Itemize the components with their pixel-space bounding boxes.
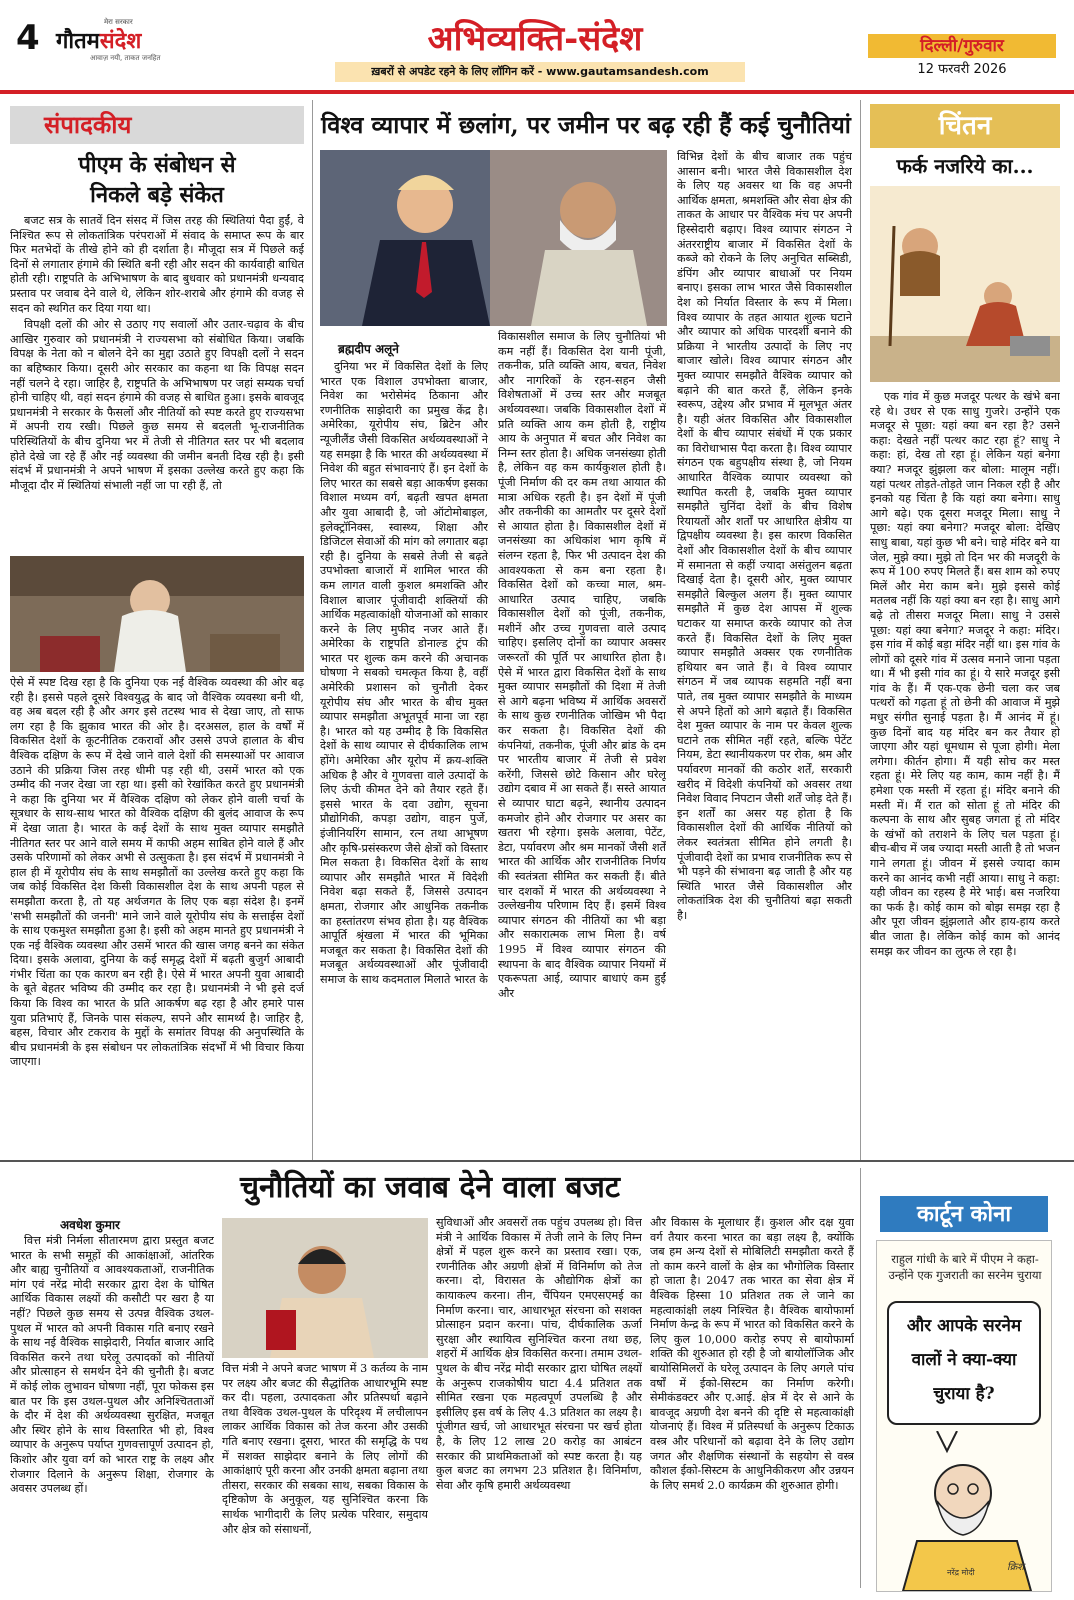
chintan-body-text: एक गांव में कुछ मजदूर पत्थर के खंभे बना रहे थे। उधर से एक साधु गुजरे। उन्होंने एक मजदूर से पूछा: यहां क्या बन रहा है? उसने कहा: देखते नहीं पत्थर काट रहा हूं? साधु ने कहा: हां, देख तो रहा हूं। लेकिन यहां बनेगा क्या? मजदूर झुंझला कर बोला: मालूम नहीं। यहां पत्थर तोड़ते-तोड़ते जान निकल रही है और इनको यह चिंता है कि यहां क्या बनेगा। साधु आगे बढ़े। एक दूसरा मजदूर मिला। साधु ने पूछा: यहां क्या बनेगा? मजदूर बोला: देखिए साधु बाबा, यहां कुछ भी बने। चाहे मंदिर बने या जेल, मुझे क्या। मुझे तो दिन भर की मजदूरी के रूप में 100 रुपए मिलते हैं। बस शाम को रुपए मिलें और मेरा काम बने। मुझे इससे कोई मतलब नहीं कि यहां क्या बन रहा है। साधु आगे बढ़े तो तीसरा मजदूर मिला। साधु ने उससे पूछा: यहां क्या बनेगा? मजदूर ने कहा: मंदिर। इस गांव में कोई बड़ा मंदिर नहीं था। इस गांव के लोगों को दूसरे गांव में उत्सव मनाने जाना पड़ता था। मैं भी इसी गांव का हूं। ये सारे मजदूर इसी गांव के हैं। मैं एक-एक छेनी चला कर जब पत्थरों को गढ़ता हूं तो छेनी की आवाज में मुझे मधुर संगीत सुनाई पड़ता है। मैं आनंद में हूं। कुछ दिनों बाद यह मंदिर बन कर तैयार हो जाएगा और यहां धूमधाम से पूजा होगी। मेला लगेगा। कीर्तन होगा। मैं यही सोच कर मस्त रहता हूं। मेरे लिए यह काम, काम नहीं है। मैं हमेशा एक मस्ती में रहता हूं। मंदिर बनाने की मस्ती में। मैं रात को सोता हूं तो मंदिर की कल्पना के साथ और सुबह जगता हूं तो मंदिर के खंभों को तराशने के लिए चल पड़ता हूं। बीच-बीच में जब ज्यादा मस्ती आती है तो भजन गाने लगता हूं। जीवन में इससे ज्यादा काम करने का आनंद कभी नहीं आया। साधु ने कहा: यही जीवन का रहस्य है मेरे भाई। बस नजरिया का फर्क है। कोई काम को बोझ समझ रहा है और पूरा जीवन झुंझलाते और हाय-हाय करते बीत जाता है। लेकिन कोई काम को आनंद समझ कर जीवन का लुत्फ ले रहा है। <box>870 390 1060 958</box>
cartoon-name-tag: नरेंद्र मोदी <box>947 1568 975 1577</box>
header-rule <box>0 90 1074 94</box>
cartoon-bubble-line-2: वालों ने क्या-क्या <box>911 1350 1017 1370</box>
logo-small-text: मेरा सरकार <box>104 18 133 26</box>
budget-col-1 <box>10 1234 214 1590</box>
logo-wordmark <box>56 25 141 55</box>
sadhu-worker-icon <box>870 186 1060 382</box>
editorial-body-bottom <box>10 676 304 1146</box>
logo-tagline: आवाज़ नयी, ताकत जनहित <box>90 54 161 62</box>
chintan-label: चिंतन <box>870 104 1060 148</box>
budget-col-2-text: सुविधाओं और अवसरों तक पहुंच उपलब्ध हो। वित्त मंत्री ने आर्थिक विकास में तेजी लाने के लिए निम्न क्षेत्रों में पहल शुरू करने का प्रस्ताव रखा। एक, रणनीतिक और अग्रणी क्षेत्रों में विनिर्माण को तेज करना। दो, विरासत के औद्योगिक क्षेत्रों का कायाकल्प करना। तीन, चैंपियन एमएसएमई का निर्माण करना। चार, आधारभूत संरचना को सशक्त प्रोत्साहन प्रदान करना। पांच, दीर्घकालिक ऊर्जा सुरक्षा और स्थायित्व सुनिश्चित करना तथा छह, शहरों में आर्थिक क्षेत्र विकसित करना। तमाम उथल-पुथल के बीच नरेंद्र मोदी सरकार द्वारा घोषित लक्ष्यों के अनुरूप राजकोषीय घाटा 4.4 प्रतिशत तक सीमित रखना एक महत्वपूर्ण उपलब्धि है और इसीलिए इस वर्ष के लिए 4.3 प्रतिशत का लक्ष्य है। पूंजीगत खर्च, जो आधारभूत संरचना पर खर्च होता है, के लिए 12 लाख 20 करोड़ का आबंटन सरकार की प्राथमिकताओं को स्पष्ट करता है। यह कुल बजट का लगभग 23 प्रतिशत है। विनिर्माण, सेवा और कृषि हमारी अर्थव्यवस्था <box>436 1216 642 1492</box>
main-col-2 <box>498 330 666 1150</box>
pm-speech-icon <box>10 556 304 672</box>
main-headline: विश्व व्यापार में छलांग, पर जमीन पर बढ़ रही हैं कई चुनौतियां <box>321 111 851 139</box>
column-rule-lower <box>860 1168 861 1588</box>
budget-photo <box>222 1218 428 1358</box>
site-banner: ख़बरों से अपडेट रहने के लिए लॉगिन करें - www.gautamsandesh.com <box>335 62 745 82</box>
cartoon-signature: क्रिश <box>1007 1562 1025 1573</box>
budget-col-3 <box>650 1216 854 1590</box>
editorial-body-top <box>10 214 304 554</box>
chintan-headline: फर्क नजरिये का... <box>896 154 1034 178</box>
main-col-1-text: दुनिया भर में विकसित देशों के लिए भारत एक विशाल उपभोक्ता बाजार, निवेश का भरोसेमंद ठिकाना और रणनीतिक साझेदारी का प्रमुख केंद्र है। अमेरिका, यूरोपीय संघ, ब्रिटेन और न्यूजीलैंड जैसी विकसित अर्थव्यवस्थाओं ने यह समझा है कि भारत की अर्थव्यवस्था में निवेश की बहुत संभावनाएं हैं। इन देशों के लिए भारत का सबसे बड़ा आकर्षण इसका विशाल मध्यम वर्ग, बढ़ती खपत क्षमता और युवा आबादी है, जो ऑटोमोबाइल, इलेक्ट्रॉनिक्स, स्वास्थ्य, शिक्षा और डिजिटल सेवाओं की मांग को लगातार बढ़ा रही है। दुनिया के सबसे तेजी से बढ़ते उपभोक्ता बाजारों में शामिल भारत की कम लागत वाली कुशल श्रमशक्ति और विशाल बाजार पूंजीवादी शक्तियों की आर्थिक महत्वाकांक्षी योजनाओं को साकार करने के लिए मुफीद नजर आते हैं। अमेरिका के राष्ट्रपति डोनाल्ड ट्रंप की भारत पर शुल्क कम करने की अचानक घोषणा ने सबको चमत्कृत किया है, वहीं अमेरिकी प्रशासन को चुनौती देकर यूरोपीय संघ और भारत के बीच मुक्त व्यापार समझौता अभूतपूर्व माना जा रहा है। भारत को यह उम्मीद है कि विकसित देशों के साथ व्यापार से दीर्घकालिक लाभ होंगे। अमेरिका और यूरोप में क्रय-शक्ति अधिक है और वे गुणवत्ता वाले उत्पादों के लिए ऊंची कीमत देने को तैयार रहते हैं। इससे भारत के दवा उद्योग, सूचना प्रौद्योगिकी, कपड़ा उद्योग, वाहन पुर्जे, इंजीनियरिंग सामान, रत्न तथा आभूषण और कृषि-प्रसंस्करण जैसे क्षेत्रों को विस्तार मिल सकता है। विकसित देशों के साथ व्यापार और समझौते भारत में विदेशी निवेश बढ़ा सकते हैं, जिससे उत्पादन क्षमता, रोजगार और आधुनिक तकनीक का हस्तांतरण संभव होता है। यह वैश्विक आपूर्ति श्रृंखला में भारत की भूमिका मजबूत कर सकता है। विकसित देशों की मजबूत अर्थव्यवस्थाओं और पूंजीवादी समाज के साथ कदमताल मिलाते भारत के <box>320 360 488 986</box>
column-rule-right <box>860 100 861 1160</box>
main-col-3-text: विभिन्न देशों के बीच बाजार तक पहुंच आसान बनी। भारत जैसे विकासशील देश के लिए यह अवसर था कि वह अपनी आर्थिक क्षमता, श्रमशक्ति और सेवा क्षेत्र की ताकत के आधार पर वैश्विक मंच पर अपनी हिस्सेदारी बढ़ाए। विश्व व्यापार संगठन ने अंतरराष्ट्रीय बाजार में विकसित देशों के कब्जे को रोकने के लिए अनुचित सब्सिडी, डंपिंग और व्यापार बाधाओं पर नियम बनाए। इसका लाभ भारत जैसे विकासशील देश को निर्यात विस्तार के रूप में मिला। विश्व व्यापार के तहत आयात शुल्क घटाने और व्यापार को अधिक पारदर्शी बनाने की प्रक्रिया ने भारतीय उत्पादों के लिए नए बाजार खोले। विश्व व्यापार संगठन और मुक्त व्यापार समझौते वैश्विक व्यापार को बढ़ाने की बात करते हैं, लेकिन इनके स्वरूप, उद्देश्य और प्रभाव में मूलभूत अंतर है। यही अंतर विकसित और विकासशील देशों के बीच व्यापार संबंधों में एक प्रकार का विरोधाभास पैदा करता है। विश्व व्यापार संगठन एक बहुपक्षीय संस्था है, जो नियम आधारित वैश्विक व्यापार व्यवस्था को स्थापित करती है, जबकि मुक्त व्यापार समझौते चुनिंदा देशों के बीच विशेष रियायतों और शर्तों पर आधारित क्षेत्रीय या द्विपक्षीय व्यवस्था है। इस कारण विकसित देशों और विकासशील देशों के बीच व्यापार में समानता से कहीं ज्यादा असंतुलन बढ़ता दिखाई देता है। दूसरी ओर, मुक्त व्यापार समझौते बिल्कुल अलग हैं। मुक्त व्यापार समझौते में कुछ देश आपस में शुल्क घटाकर या समाप्त करके व्यापार को तेज करते हैं। विकसित देशों के लिए मुक्त व्यापार समझौते अक्सर एक रणनीतिक हथियार बन जाते हैं। वे विश्व व्यापार संगठन में जब व्यापक सहमति नहीं बना पाते, तब मुक्त व्यापार समझौते के माध्यम से अपने हितों को आगे बढ़ाते हैं। विकसित देश मुक्त व्यापार के नाम पर केवल शुल्क घटाने तक सीमित नहीं रहते, बल्कि पेटेंट नियम, डेटा स्थानीयकरण पर रोक, श्रम और पर्यावरण मानकों की कठोर शर्तें, सरकारी खरीद में विदेशी कंपनियों को अवसर तथा निवेश विवाद निपटान जैसी शर्तें जोड़ देते हैं। इन शर्तों का असर यह होता है कि विकासशील देशों की आर्थिक नीतियों को लेकर स्वतंत्रता सीमित होने लगती है। पूंजीवादी देशों का प्रभाव राजनीतिक रूप से भी पड़ने की संभावना बढ़ जाती है और यह स्थिति भारत जैसे विकासशील और लोकतांत्रिक देश की चुनौतियां बढ़ा सकती है। <box>677 150 852 922</box>
date-text: 12 फरवरी 2026 <box>917 62 1007 77</box>
budget-headline: चुनौतियों का जवाब देने वाला बजट <box>239 1170 621 1205</box>
section-title: अभिव्यक्ति-संदेश <box>427 19 643 59</box>
logo-part-1: गौतम <box>56 28 100 54</box>
cartoon-label: कार्टून कोना <box>880 1196 1048 1232</box>
date-box <box>868 34 1056 84</box>
cartoon-caption-line-1: राहुल गांधी के बारे में पीएम ने कहा- <box>891 1252 1039 1266</box>
budget-caption <box>222 1362 428 1590</box>
editorial-label: संपादकीय <box>10 106 304 144</box>
editorial-para-1: बजट सत्र के सातवें दिन संसद में जिस तरह की स्थितियां पैदा हुईं, वे निश्चित रूप से लोकतांत्रिक परंपराओं में संवाद के समाप्त रूप के बार फिर मतभेदों के तीखे होने को ही दर्शाता है। मौजूदा सत्र में पिछले कई दिनों से लगातार हंगामे की स्थिति बनी रही और सदन की कार्यवाही बाधित होती रही। राष्ट्रपति के अभिभाषण के बाद बुधवार को प्रधानमंत्री धन्यवाद प्रस्ताव पर जवाब देने वाले थे, लेकिन शोर-शराबे और हंगामे की वजह से सदन को स्थगित कर दिया गया था। <box>10 214 304 315</box>
logo-part-2: संदेश <box>99 28 142 54</box>
editorial-headline-line-1: पीएम के संबोधन से <box>78 152 236 178</box>
chintan-illustration <box>870 186 1060 382</box>
main-col-3 <box>677 150 852 1150</box>
editorial-para-2: विपक्षी दलों की ओर से उठाए गए सवालों और उतार-चढ़ाव के बीच आखिर गुरुवार को प्रधानमंत्री ने राज्यसभा को संबोधित किया। जबकि विपक्ष के नेता को न बोलने देने का मुद्दा उठाते हुए विपक्षी दलों ने सदन का बहिष्कार किया। दूसरी ओर सरकार का कहना था कि विपक्ष सदन नहीं चलने दे रहा। जाहिर है, राष्ट्रपति के अभिभाषण पर जहां सम्यक चर्चा होनी चाहिए थी, वहां सदन हंगामे की वजह से बाधित हुआ। इसके बावजूद प्रधानमंत्री ने सरकार के फैसलों और नीतियों को स्पष्ट करते हुए राज्यसभा में अपनी राय रखी। पिछले कुछ समय से बदलती भू-राजनीतिक परिस्थितियों के बीच दुनिया भर में तेजी से नीतिगत स्तर पर भी बदलाव होते देखे जा रहे हैं और नई व्यवस्था की जमीन बनती दिख रही है। इसी संदर्भ में प्रधानमंत्री ने अपने भाषण में इसका उल्लेख करते हुए कहा कि मौजूदा दौर में स्थितियां संभाली नहीं जा पा रही हैं, तो <box>10 318 304 492</box>
budget-col-3-text: और विकास के मूलाधार हैं। कुशल और दक्ष युवा वर्ग तैयार करना भारत का बड़ा लक्ष्य है, क्योंकि जब हम अन्य देशों से मोबिलिटी समझौता करते हैं तो काम करने वालों के क्षेत्र का भौगोलिक विस्तार हो जाता है। 2047 तक भारत का सेवा क्षेत्र में वैश्विक हिस्सा 10 प्रतिशत तक ले जाने का महत्वाकांक्षी लक्ष्य निश्चित है। वैश्विक बायोफार्मा निर्माण केन्द्र के रूप में भारत को विकसित करने के लिए कुल 10,000 करोड़ रुपए से बायोफार्मा शक्ति की शुरुआत हो रही है जो बायोलॉजिक और बायोसिमिलरों के घरेलू उत्पादन के लिए अगले पांच वर्षों में ईको-सिस्टम का निर्माण करेगी। सेमीकंडक्टर और ए.आई. क्षेत्र में देर से आने के बावजूद अग्रणी देश बनने की दृष्टि से महत्वाकांक्षी योजनाएं हैं। विश्व में प्रतिस्पर्धा के अनुरूप टिकाऊ वस्त्र और परिधानों को बढ़ावा देने के लिए उद्योग जगत और शैक्षणिक संस्थानों के सहयोग से वस्त्र कौशल ईको-सिस्टम के आधुनिकीकरण और उन्नयन के लिए समर्थ 2.0 कार्यक्रम की शुरुआत होगी। <box>650 1216 854 1492</box>
cartoon-bubble-line-3: चुराया है? <box>933 1384 995 1404</box>
city-day: दिल्ली/गुरुवार <box>868 34 1056 58</box>
masthead-logo <box>56 18 186 64</box>
editorial-para-3: ऐसे में स्पष्ट दिख रहा है कि दुनिया एक नई वैश्विक व्यवस्था की ओर बढ़ रही है। इससे पहले दूसरे विश्वयुद्ध के बाद जो वैश्विक व्यवस्था बनी थी, वह अब बदल रही है और अगर इसे तटस्थ भाव से देखा जाए, तो साफ लग रहा है कि झुकाव भारत की ओर है। दरअसल, हाल के वर्षों में विकसित देशों के कूटनीतिक टकरावों और उससे उपजे हालात के बीच वैश्विक दक्षिण के रूप में देखे जाने वाले देशों की समस्याओं पर आवाज उठाने की प्रक्रिया जिस तरह धीमी पड़ रही थी, उसमें भारत को एक उम्मीद की नजर देखा जा रहा था। इसी को रेखांकित करते हुए प्रधानमंत्री ने कहा कि दुनिया भर में वैश्विक दक्षिण को लेकर होने वाली चर्चा के सूत्रधार के साथ-साथ भारत को वैश्विक दक्षिण की बुलंद आवाज के रूप में देखा जाता है। भारत के कई देशों के साथ मुक्त व्यापार समझौते नीतिगत स्तर पर आने वाले समय में काफी अहम साबित होने वाले हैं और उसके परिणामों को लेकर अभी से उत्सुकता है। इस संदर्भ में प्रधानमंत्री ने हाल ही में यूरोपीय संघ के साथ समझौतों का उल्लेख करते हुए कहा कि जब कोई विकसित देश किसी विकासशील देश के साथ अपनी पहल से समझौता करता है, तो यह अर्थजगत के लिए एक बड़ा संदेश है। इनमें 'सभी समझौतों की जननी' माने जाने वाले यूरोपीय संघ के सत्ताईस देशों के साथ एकमुश्त समझौता हुआ है। इसी को अहम मानते हुए प्रधानमंत्री ने एक नई वैश्विक व्यवस्था और उसमें भारत की खास जगह बनने का संकेत दिया। इसके अलावा, दुनिया के कई समृद्ध देशों में बढ़ती बुजुर्ग आबादी गंभीर चिंता का एक कारण बन रही है। ऐसे में भारत अपनी युवा आबादी के बूते बेहतर भविष्य की उम्मीद कर रहा है। प्रधानमंत्री ने भी इसे दर्ज किया कि विश्व का भारत के प्रति आकर्षण बढ़ रहा है और हमारे पास युवा प्रतिभाएं हैं, जिनके पास संकल्प, सपने और सामर्थ्य है। जाहिर है, बहस, विचार और टकराव के मुद्दों के समांतर विपक्ष की अनुपस्थिति के बीच प्रधानमंत्री के इस संबोधन पर लोकतांत्रिक संदर्भों में भी विचार किया जाएगा। <box>10 676 304 1069</box>
budget-byline: अवधेश कुमार <box>60 1218 120 1232</box>
cartoon-speech-bubble <box>887 1301 1041 1425</box>
lower-section-rule <box>0 1160 1074 1162</box>
budget-caption-text: वित्त मंत्री ने अपने बजट भाषण में 3 कर्तव्य के नाम पर लक्ष्य और बजट की सैद्धांतिक आधारभूमि स्पष्ट कर दी। पहला, उत्पादकता और प्रतिस्पर्धा बढ़ाने तथा वैश्विक उथल-पुथल के परिदृश्य में लचीलापन लाकर आर्थिक विकास को तेज करना और उसकी गति बनाए रखना। दूसरा, भारत की समृद्धि के पथ में सशक्त साझेदार बनाने के लिए लोगों की आकांक्षाएं पूरी करना और उनकी क्षमता बढ़ाना तथा तीसरा, सरकार की सबका साथ, सबका विकास के दृष्टिकोण के अनुकूल, यह सुनिश्चित करना कि सार्थक भागीदारी के लिए प्रत्येक परिवार, समुदाय और क्षेत्र को संसाधनों, <box>222 1362 428 1536</box>
cartoon-caption-line-2: उन्होंने एक गुजराती का सरनेम चुराया <box>888 1268 1042 1282</box>
main-col-1 <box>320 360 488 1150</box>
main-photo <box>320 150 667 326</box>
chintan-body <box>870 390 1060 1150</box>
page-number: 4 <box>16 18 40 58</box>
main-byline: ब्रह्मदीप अलूने <box>338 342 399 356</box>
main-col-2-text: विकासशील समाज के लिए चुनौतियां भी कम नहीं हैं। विकसित देश यानी पूंजी, तकनीक, प्रति व्यक्ति आय, बचत, निवेश और नागरिकों के रहन-सहन जैसी विशेषताओं में उच्च स्तर और मजबूत अर्थव्यवस्था। जबकि विकासशील देशों में प्रति व्यक्ति आय कम होती है, राष्ट्रीय आय के अनुपात में बचत और निवेश का निम्न स्तर होता है। अधिक जनसंख्या होती है, लेकिन वह कम कार्यकुशल होती है। पूंजी निर्माण की दर कम तथा आयात की मात्रा अधिक रहती है। इन देशों में पूंजी और तकनीकी का आमतौर पर दूसरे देशों से आयात होता है। विकासशील देशों में जनसंख्या का अधिकांश भाग कृषि में संलग्न रहता है, फिर भी उत्पादन देश की आवश्यकता से कम बना रहता है। विकसित देशों को कच्चा माल, श्रम-आधारित उत्पाद चाहिए, जबकि विकासशील देशों को पूंजी, तकनीक, मशीनें और उच्च गुणवत्ता वाले उत्पाद चाहिए। इसलिए दोनों का व्यापार अक्सर जरूरतों की पूर्ति पर आधारित होता है। ऐसे में भारत द्वारा विकसित देशों के साथ मुक्त व्यापार समझौतों की दिशा में तेजी से आगे बढ़ना भविष्य में आर्थिक अवसरों के साथ कुछ रणनीतिक जोखिम भी पैदा कर सकता है। विकसित देशों की कंपनियां, तकनीक, पूंजी और ब्रांड के दम पर भारतीय बाजार में तेजी से प्रवेश करेंगी, जिससे छोटे किसान और घरेलू उद्योग दबाव में आ सकते हैं। सस्ते आयात से व्यापार घाटा बढ़ने, स्थानीय उत्पादन कमजोर होने और रोजगार पर असर का खतरा भी रहेगा। इसके अलावा, पेटेंट, डेटा, पर्यावरण और श्रम मानकों जैसी शर्तें भारत की आर्थिक और राजनीतिक निर्णय की स्वतंत्रता सीमित कर सकती हैं। बीते चार दशकों में भारत की अर्थव्यवस्था ने उल्लेखनीय परिणाम दिए हैं। इसमें विश्व व्यापार संगठन की नीतियों का भी बड़ा और सकारात्मक लाभ मिला है। वर्ष 1995 में विश्व व्यापार संगठन की स्थापना के बाद वैश्विक व्यापार नियमों में एकरूपता आई, व्यापार बाधाएं कम हुईं और <box>498 330 666 1000</box>
leaders-photo-icon <box>320 150 667 326</box>
editorial-photo <box>10 556 304 672</box>
cartoon-bubble-line-1: और आपके सरनेम <box>906 1316 1022 1336</box>
budget-col-1-text: वित्त मंत्री निर्मला सीतारमण द्वारा प्रस्तुत बजट भारत के सभी समूहों की आकांक्षाओं, आंतरिक और बाह्य चुनौतियों व आवश्यकताओं, राजनीतिक मांग एवं नरेंद्र मोदी सरकार द्वारा देश के घोषित आर्थिक विकास लक्ष्यों की कसौटी पर खरा है या नहीं? पिछले कुछ समय से उत्पन्न वैश्विक उथल-पुथल में भारत को अपनी विकास गति बनाए रखने के साथ नई वैश्विक साझेदारी, निर्यात बाजार आदि विकसित करने तथा घरेलू उत्पादकों को नीतियों और प्रोत्साहन से समर्थन देने की चुनौती है। बजट में कोई लोक लुभावन घोषणा नहीं, पूरा फोकस इस बात पर कि इस उथल-पुथल और अनिश्चितताओं के दौर में देश की अर्थव्यवस्था सुरक्षित, मजबूत और स्थिर होने के साथ विस्तारित भी हो, विश्व व्यापार के अनुरूप पर्याप्त गुणवत्तापूर्ण उत्पादन हो, किशोर और युवा वर्ग को भारत राष्ट्र के लक्ष्य और रोजगार दिलाने के अनुरूप शिक्षा, रोजगार के अवसर उपलब्ध हों। <box>10 1234 214 1496</box>
column-rule-left <box>312 100 313 1160</box>
cartoon-panel <box>876 1240 1052 1592</box>
editorial-headline <box>10 150 304 210</box>
finance-minister-icon <box>222 1218 428 1358</box>
cartoon-caption <box>883 1251 1047 1283</box>
budget-col-2 <box>436 1216 642 1590</box>
editorial-headline-line-2: निकले बड़े संकेत <box>90 182 224 208</box>
